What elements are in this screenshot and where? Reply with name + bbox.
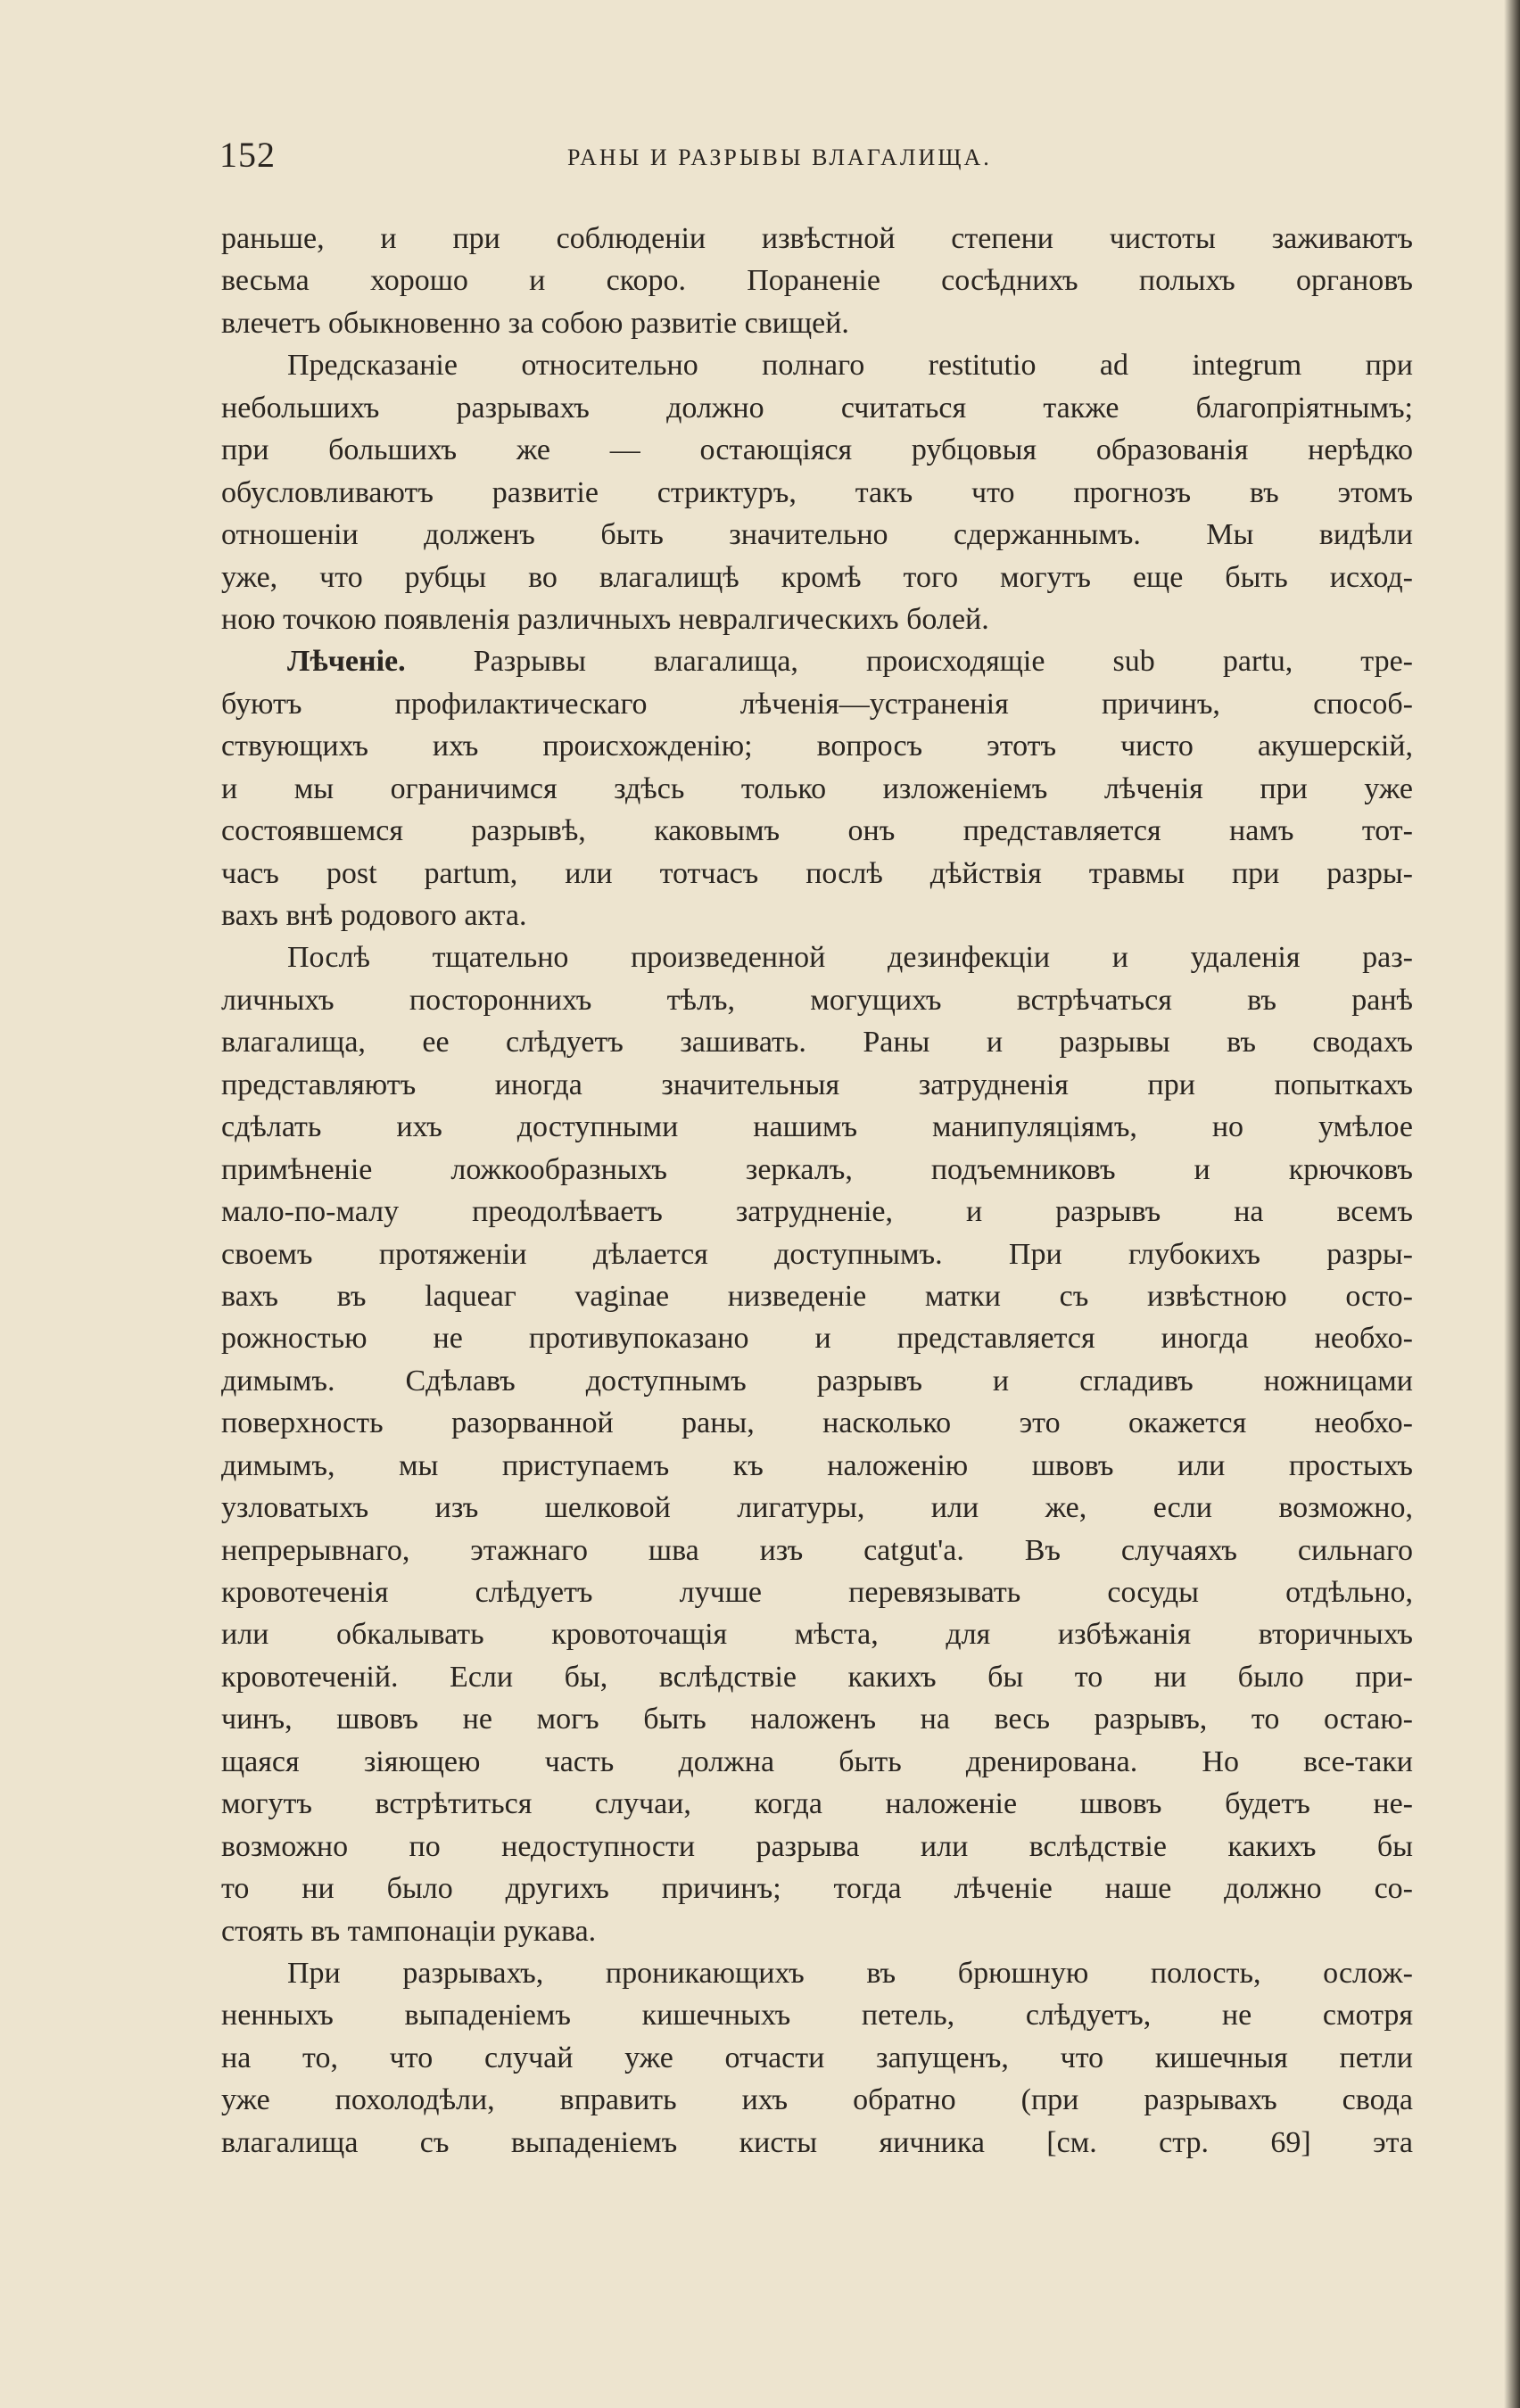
text-line: при большихъ же — остающіяся рубцовыя образованія нерѣдко [221, 433, 1413, 467]
text-line: возможно по недоступности разрыва или вслѣдствіе какихъ бы [221, 1829, 1413, 1863]
text-line: влагалища съ выпаденіемъ кисты яичника [см. стр. 69] эта [221, 2125, 1413, 2159]
text-line: примѣненіе ложкообразныхъ зеркалъ, подъемниковъ и крючковъ [221, 1152, 1413, 1186]
text-line: влагалища, ее слѣдуетъ зашивать. Раны и разрывы въ сводахъ [221, 1026, 1413, 1060]
page-header [219, 134, 1415, 187]
page-number: 152 [219, 135, 276, 175]
text-line: мало-по-малу преодолѣваетъ затрудненіе, и разрывъ на всемъ [221, 1195, 1413, 1229]
text-line: рожностью не противупоказано и представляется иногда необхо- [221, 1322, 1413, 1356]
paragraph-first-line: Предсказаніе относительно полнаго restitutio ad integrum при [287, 349, 1413, 383]
running-title: РАНЫ И РАЗРЫВЫ ВЛАГАЛИЩА. [567, 144, 992, 170]
paragraph-first-line [221, 640, 1413, 682]
text-line: раньше, и при соблюденіи извѣстной степени чистоты заживаютъ [221, 222, 1413, 255]
text-line: чинъ, швовъ не могъ быть наложенъ на весь разрывъ, то остаю- [221, 1703, 1413, 1736]
text-line: димымъ, мы приступаемъ къ наложенію швовъ или простыхъ [221, 1448, 1413, 1482]
text-line: представляютъ иногда значительныя затрудненія при попыткахъ [221, 1068, 1413, 1101]
text-line: кровотеченій. Если бы, вслѣдствіе какихъ бы то ни было при- [221, 1660, 1413, 1694]
text-line: небольшихъ разрывахъ должно считаться также благопріятнымъ; [221, 391, 1413, 425]
text-line: или обкалывать кровоточащія мѣста, для избѣжанія вторичныхъ [221, 1618, 1413, 1652]
section-heading: Лѣченіе. [287, 645, 406, 679]
text-line: состоявшемся разрывѣ, каковымъ онъ представляется намъ тот- [221, 814, 1413, 848]
text-line: кровотеченія слѣдуетъ лучше перевязывать сосуды отдѣльно, [221, 1576, 1413, 1609]
text-line: ствующихъ ихъ происхожденію; вопросъ этотъ чисто акушерскій, [221, 730, 1413, 763]
text-line: уже, что рубцы во влагалищѣ кромѣ того могутъ еще быть исход- [221, 560, 1413, 594]
text-line: то ни было другихъ причинъ; тогда лѣченіе наше должно со- [221, 1872, 1413, 1906]
paragraph-first-line: При разрывахъ, проникающихъ въ брюшную полость, ослож- [287, 1956, 1413, 1990]
paragraph-first-line: Послѣ тщательно произведенной дезинфекціи и удаленія раз- [287, 941, 1413, 975]
text-line: своемъ протяженіи дѣлается доступнымъ. При глубокихъ разры- [221, 1237, 1413, 1271]
text-line: Разрывы влагалища, происходящіе sub partu, тре- [473, 645, 1413, 679]
text-line: щаяся зіяющею часть должна быть дренирована. Но все-таки [221, 1744, 1413, 1778]
text-line: буютъ профилактическаго лѣченія—устраненія причинъ, способ- [221, 687, 1413, 721]
text-line: димымъ. Сдѣлавъ доступнымъ разрывъ и сгладивъ ножницами [221, 1364, 1413, 1398]
text-line: узловатыхъ изъ шелковой лигатуры, или же, если возможно, [221, 1491, 1413, 1525]
text-line: на то, что случай уже отчасти запущенъ, что кишечныя петли [221, 2041, 1413, 2074]
text-line: стоять въ тампонаціи рукава. [221, 1914, 597, 1948]
text-line: ненныхъ выпаденіемъ кишечныхъ петель, слѣдуетъ, не смотря [221, 1999, 1413, 2033]
text-line: личныхъ постороннихъ тѣлъ, могущихъ встрѣчаться въ ранѣ [221, 983, 1413, 1017]
text-line: весьма хорошо и скоро. Пораненіе сосѣднихъ полыхъ органовъ [221, 264, 1413, 298]
text-line: могутъ встрѣтиться случаи, когда наложеніе швовъ будетъ не- [221, 1787, 1413, 1821]
text-line: поверхность разорванной раны, насколько это окажется необхо- [221, 1406, 1413, 1440]
text-line: непрерывнаго, этажнаго шва изъ catgut'а. Въ случаяхъ сильнаго [221, 1533, 1413, 1567]
text-line: часъ post partum, или тотчасъ послѣ дѣйствія травмы при разры- [221, 856, 1413, 890]
page-edge-shadow [1504, 0, 1520, 2408]
text-line: вахъ въ laqueаг vaginae низведеніе матки съ извѣстною осто- [221, 1279, 1413, 1313]
text-line: уже похолодѣли, вправить ихъ обратно (при разрывахъ свода [221, 2083, 1413, 2117]
text-line: влечетъ обыкновенно за собою развитіе свищей. [221, 306, 849, 340]
text-line: сдѣлать ихъ доступными нашимъ манипуляціямъ, но умѣлое [221, 1110, 1413, 1144]
text-line: вахъ внѣ родового акта. [221, 899, 527, 932]
body-text [221, 218, 1413, 2164]
text-line: обусловливаютъ развитіе стриктуръ, такъ что прогнозъ въ этомъ [221, 475, 1413, 509]
text-line: и мы ограничимся здѣсь только изложеніемъ лѣченія при уже [221, 771, 1413, 805]
text-line: ною точкою появленія различныхъ невралгическихъ болей. [221, 602, 989, 636]
text-line: отношеніи долженъ быть значительно сдержаннымъ. Мы видѣли [221, 518, 1413, 552]
